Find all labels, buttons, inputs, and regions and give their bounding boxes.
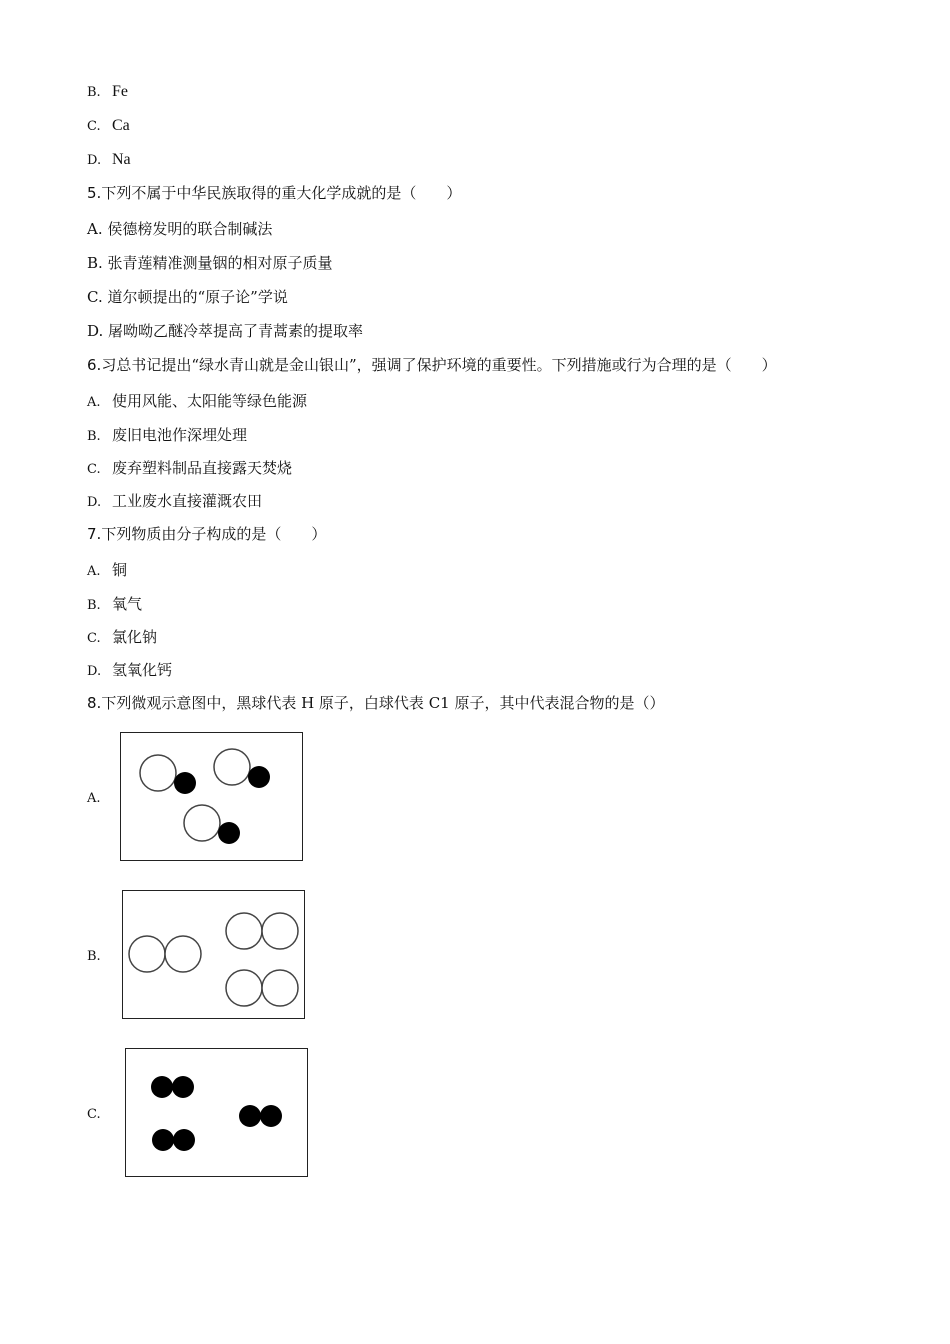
option-label: D.: [87, 495, 102, 510]
question-number: 5.: [87, 184, 102, 202]
h-atom: [260, 1105, 282, 1127]
option-text: 使用风能、太阳能等绿色能源: [112, 392, 308, 410]
q5-option-d: D. 屠呦呦乙醚冷萃提高了青蒿素的提取率: [87, 322, 364, 340]
option-text: 氧气: [112, 595, 143, 613]
cl-atom: [129, 936, 165, 972]
option-text: 废旧电池作深埋处理: [112, 426, 248, 444]
q7-option-d: [87, 660, 172, 682]
option-text: 铜: [112, 561, 128, 579]
question-number: 6.: [87, 356, 102, 374]
cl2-molecule: [226, 913, 298, 949]
q6-option-a: [87, 391, 307, 413]
hcl-molecule: [140, 755, 196, 794]
cl-atom: [262, 913, 298, 949]
option-text: Na: [112, 151, 131, 168]
q6-option-d: [87, 491, 262, 513]
option-label: B.: [87, 85, 101, 100]
q4-option-c: [87, 115, 130, 137]
q7-stem: [87, 524, 326, 544]
option-label: B.: [87, 429, 101, 444]
h-atom: [172, 1076, 194, 1098]
h-atom: [152, 1129, 174, 1151]
h-atom: [151, 1076, 173, 1098]
option-text: 氯化钠: [112, 628, 158, 646]
h-atom: [218, 822, 240, 844]
question-number: 8.: [87, 694, 102, 712]
q7-option-c: [87, 627, 157, 649]
option-label: D.: [87, 664, 102, 679]
h-atom: [248, 766, 270, 788]
option-text: Ca: [112, 117, 130, 134]
h-atom: [173, 1129, 195, 1151]
q6-option-b: [87, 425, 247, 447]
cl2-molecule: [129, 936, 201, 972]
q7-option-a: [87, 560, 127, 582]
figure-b-label: B.: [87, 949, 101, 964]
q5-option-b: B. 张青莲精准测量铟的相对原子质量: [87, 254, 333, 272]
option-text: Fe: [112, 83, 128, 100]
figure-a-label: A.: [87, 791, 101, 806]
cl-atom: [140, 755, 176, 791]
q5-option-a: A. 侯德榜发明的联合制碱法: [87, 220, 273, 238]
q4-option-b: [87, 81, 128, 103]
q6-option-c: [87, 458, 292, 480]
option-text: 废弃塑料制品直接露天焚烧: [112, 459, 293, 477]
question-number: 7.: [87, 525, 102, 543]
h-atom: [239, 1105, 261, 1127]
cl-atom: [184, 805, 220, 841]
option-text: 氢氧化钙: [112, 661, 173, 679]
q8-stem: [87, 693, 665, 713]
option-text: 工业废水直接灌溉农田: [112, 492, 263, 510]
h2-molecule: [239, 1105, 282, 1127]
figure-a-box: [120, 732, 303, 861]
hcl-molecule: [184, 805, 240, 844]
option-label: A.: [87, 395, 101, 410]
question-text: 下列不属于中华民族取得的重大化学成就的是（ ）: [101, 184, 462, 202]
option-label: A.: [87, 564, 101, 579]
cl-atom: [262, 970, 298, 1006]
figure-c-label: C.: [87, 1107, 101, 1122]
cl-atom: [226, 913, 262, 949]
h-atom: [174, 772, 196, 794]
option-label: B.: [87, 598, 101, 613]
q4-option-d: [87, 149, 131, 171]
cl-atom: [165, 936, 201, 972]
h2-molecule: [152, 1129, 195, 1151]
cl-atom: [226, 970, 262, 1006]
figure-a-diagram: [121, 733, 301, 859]
question-text: 下列微观示意图中，黑球代表 H 原子，白球代表 C1 原子，其中代表混合物的是（）: [101, 694, 665, 712]
q7-option-b: [87, 594, 142, 616]
q6-stem: [87, 355, 777, 375]
q5-option-c: C. 道尔顿提出的“原子论”学说: [87, 288, 288, 306]
figure-c-diagram: [126, 1049, 306, 1175]
hcl-molecule: [214, 749, 270, 788]
option-label: C.: [87, 631, 101, 646]
figure-c-box: [125, 1048, 308, 1177]
figure-b-diagram: [123, 891, 303, 1017]
option-label: C.: [87, 119, 101, 134]
option-label: C.: [87, 462, 101, 477]
cl-atom: [214, 749, 250, 785]
cl2-molecule: [226, 970, 298, 1006]
option-label: D.: [87, 153, 102, 168]
question-text: 下列物质由分子构成的是（ ）: [101, 525, 327, 543]
question-text: 习总书记提出“绿水青山就是金山银山”，强调了保护环境的重要性。下列措施或行为合理的是（ ）: [101, 356, 777, 374]
q5-stem: [87, 183, 461, 203]
h2-molecule: [151, 1076, 194, 1098]
figure-b-box: [122, 890, 305, 1019]
